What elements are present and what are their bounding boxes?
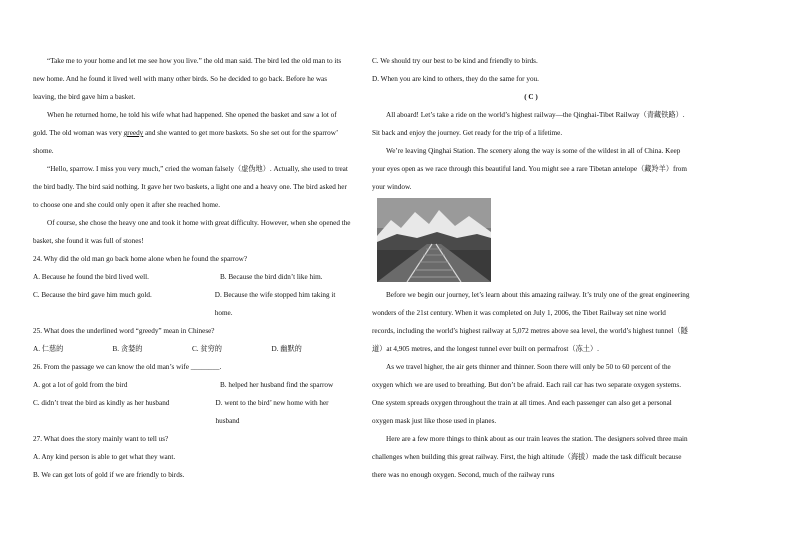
option-c: C. didn’t treat the bird as kindly as her husband xyxy=(33,399,170,407)
option-b: B. We can get lots of gold if we are friendly to birds. xyxy=(33,471,185,479)
railway-photo-image xyxy=(377,198,491,282)
option-c: C. We should try our best to be kind and friendly to birds. xyxy=(372,57,538,65)
left-column xyxy=(33,52,351,484)
story-paragraph: “Take me to your home and let me see how you live.” the old man said. The bird led the old man to its new home. And he found it lived well with many other birds. So he decided to go back. Before he was leaving, the bird gave him a basket. xyxy=(33,57,342,101)
article-paragraph: All aboard! Let’s take a ride on the world’s highest railway—the Qinghai-Tibet Railway（青藏铁路）. Sit back and enjoy the journey. Get ready for the trip of a lifetime. xyxy=(372,111,685,137)
option-d: D. 幽默的 xyxy=(271,345,302,353)
option-b: B. Because the bird didn’t like him. xyxy=(220,273,323,281)
article-paragraph: Before we begin our journey, let’s learn about this amazing railway. It’s truly one of the great engineering wonders of the 21st century. When it was completed on July 1, 2006, the Tibet Railway set nine world records, including the world’s highest railway at 5,072 metres above sea level, the world’s highest tunnel（隧道）at 4,905 metres, and the longest tunnel ever built on permafrost（冻土）. xyxy=(372,291,690,353)
option-c: C. Because the bird gave him much gold. xyxy=(33,291,152,299)
right-column xyxy=(372,52,690,484)
option-a: A. 仁慈的 xyxy=(33,345,64,353)
text-run: When he returned home, he told his wife what had happened. She opened the basket and saw a lot of gold. The old woman was very xyxy=(33,111,337,137)
option-d: D. Because the wife stopped him taking it home. xyxy=(214,291,336,317)
option-b: B. 贪婪的 xyxy=(112,345,143,353)
story-paragraph: Of course, she chose the heavy one and took it home with great difficulty. However, when she opened the basket, she found it was full of stones! xyxy=(33,219,351,245)
question-24: 24. Why did the old man go back home alone when he found the sparrow? xyxy=(33,255,248,263)
option-b: B. helped her husband find the sparrow xyxy=(220,381,334,389)
question-26: 26. From the passage we can know the old man’s wife ________. xyxy=(33,363,222,371)
option-a: A. Any kind person is able to get what they want. xyxy=(33,453,176,461)
text-run: and she wanted to get more baskets. So she set out for the sparrow’ shome. xyxy=(33,129,338,155)
options-row xyxy=(33,286,351,322)
option-a: A. got a lot of gold from the bird xyxy=(33,381,128,389)
question-27: 27. What does the story mainly want to tell us? xyxy=(33,435,169,443)
option-a: A. Because he found the bird lived well. xyxy=(33,273,149,281)
railway-photo xyxy=(377,198,491,282)
option-d: D. When you are kind to others, they do the same for you. xyxy=(372,75,539,83)
options-row xyxy=(33,376,351,394)
options-row xyxy=(33,340,351,358)
story-paragraph: “Hello, sparrow. I miss you very much,” cried the woman falsely（虚伪地）. Actually, she used to treat the bird badly. The bird said nothing. It gave her two baskets, a light one and a heavy one. The bird asked her to choose one and she could only open it after she reached home. xyxy=(33,165,348,209)
article-paragraph: Here are a few more things to think about as our train leaves the station. The designers solved three main challenges when building this great railway. First, the high altitude（海拔）made the task difficult because there was no enough oxygen. Second, much of the railway runs xyxy=(372,435,688,479)
options-row xyxy=(33,268,351,286)
question-25: 25. What does the underlined word “greedy” mean in Chinese? xyxy=(33,327,215,335)
option-c: C. 贫穷的 xyxy=(192,345,222,353)
option-d: D. went to the bird’ new home with her husband xyxy=(215,399,329,425)
section-heading: ( C ) xyxy=(524,93,538,101)
article-paragraph: As we travel higher, the air gets thinner and thinner. Soon there will only be 50 to 60 percent of the oxygen which we are used to breathing. But don’t be afraid. Each rail car has two separate oxygen systems. One system spreads oxygen throughout the train at all times. And each passenger can also get a personal oxygen mask just like those used in planes. xyxy=(372,363,682,425)
options-row xyxy=(33,394,351,430)
article-paragraph: We’re leaving Qinghai Station. The scenery along the way is some of the wildest in all of China. Keep your eyes open as we race through this beautiful land. You might see a rare Tibetan antelope（藏羚羊）from your window. xyxy=(372,147,687,191)
story-paragraph xyxy=(33,106,351,160)
underlined-word: greedy xyxy=(123,129,144,137)
